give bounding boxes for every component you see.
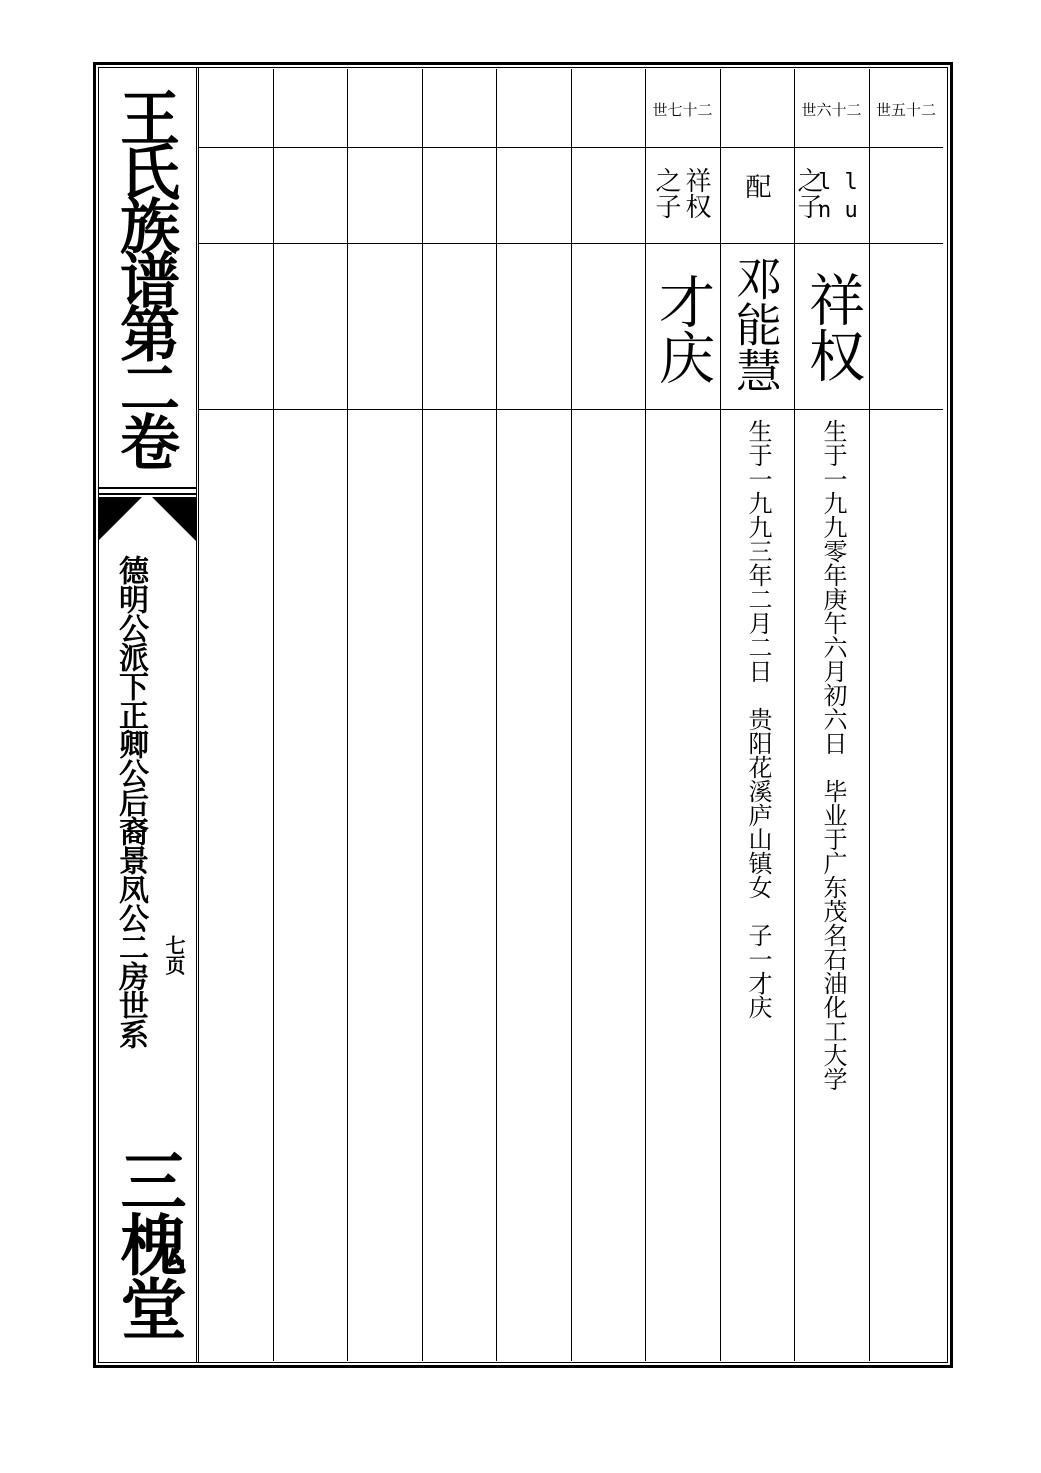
person-biography: 生于一九九零年庚午六月初六日 毕业于广东茂名石油化工大学 (819, 419, 847, 1091)
grid-column (198, 69, 273, 1361)
grid-column (496, 69, 571, 1361)
genealogy-grid (198, 69, 943, 1361)
relation-label: l l n u (818, 170, 858, 223)
spouse-name: 邓能慧 (729, 255, 783, 393)
grid-column (869, 69, 943, 1361)
relation-label: 之子 (793, 167, 823, 219)
grid-row-line (198, 243, 943, 244)
page-number: 七页 (162, 935, 186, 975)
grid-column (273, 69, 347, 1361)
generation-label: 世七十二 (652, 101, 713, 119)
person-name: 祥权 (800, 271, 865, 383)
relation-label: 之子 (651, 167, 681, 219)
volume-title: 王氏族谱第二卷 (110, 87, 180, 465)
generation-label: 世五十二 (875, 101, 936, 119)
relation-label: 祥权 (681, 167, 711, 219)
grid-column (571, 69, 645, 1361)
grid-row-line (198, 147, 943, 148)
spine-band (98, 487, 196, 495)
grid-column (645, 69, 720, 1361)
grid-column (422, 69, 496, 1361)
book-spine (98, 67, 196, 1363)
hall-name: 三槐堂 (109, 1147, 187, 1339)
spine-chevron-ornament (98, 497, 196, 549)
spouse-biography: 生于一九九三年二月二日 贵阳花溪庐山镇女 子一才庆 (744, 419, 772, 1019)
generation-label: 世六十二 (801, 101, 862, 119)
grid-row-line (198, 409, 943, 410)
grid-column (347, 69, 422, 1361)
spouse-label: 配 (741, 173, 771, 199)
person-name: 才庆 (650, 273, 715, 385)
lineage-subtitle: 德明公派下正卿公后裔景凤公二房世系 (113, 555, 148, 1048)
